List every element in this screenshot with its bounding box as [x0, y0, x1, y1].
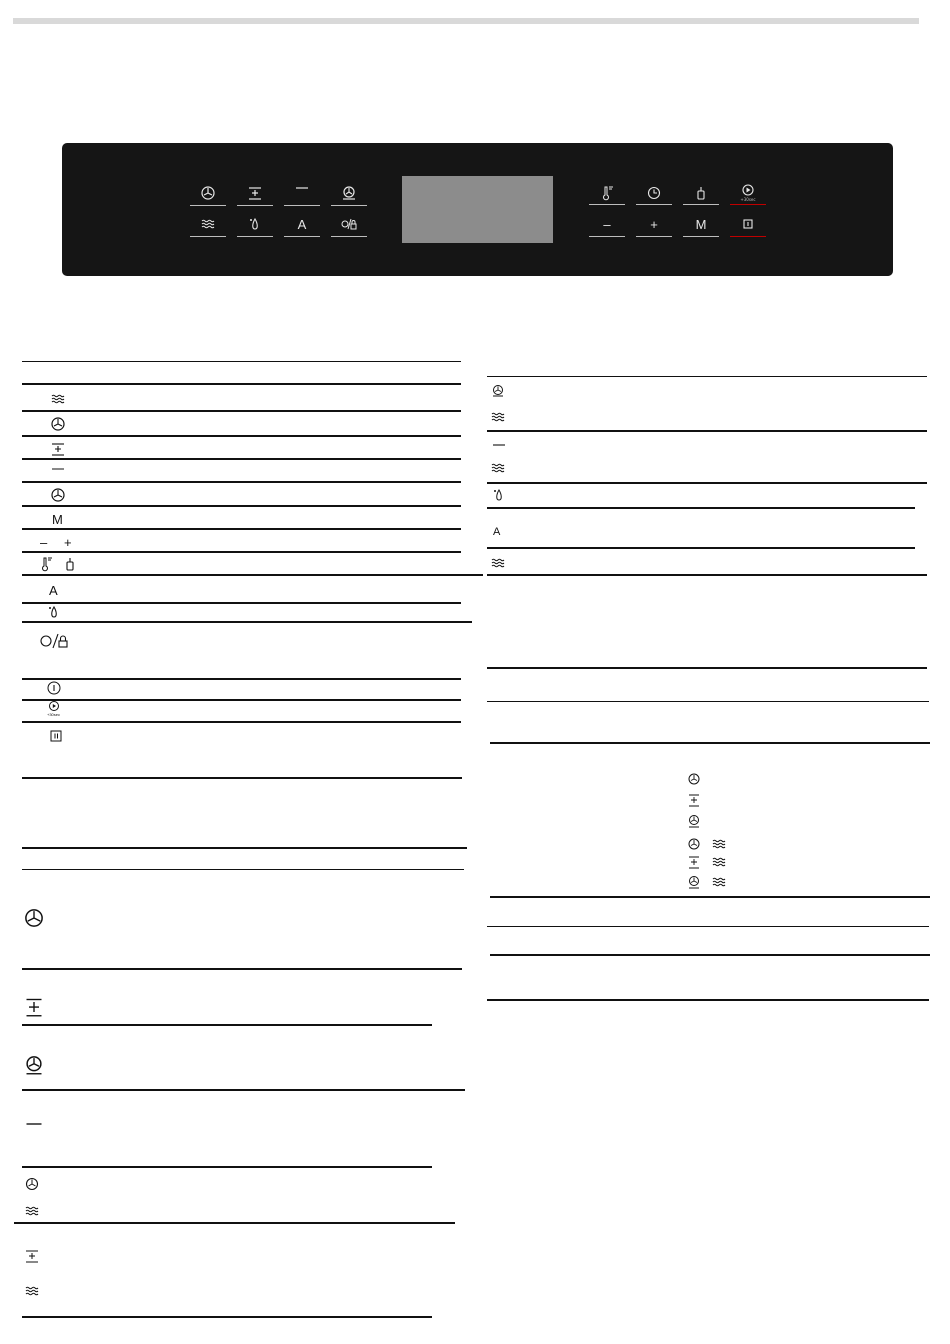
quick-start-button[interactable]	[730, 179, 766, 203]
mode-row	[490, 555, 506, 571]
mode-row	[490, 460, 506, 476]
table-rule	[487, 667, 927, 669]
table-rule	[487, 701, 929, 702]
table-rule	[22, 1024, 432, 1026]
waves-icon	[24, 1203, 40, 1219]
mode-row	[490, 383, 506, 399]
key-underline	[331, 236, 367, 237]
power-icon	[739, 215, 757, 233]
key-underline	[284, 205, 320, 206]
fan-eco-icon	[340, 184, 358, 202]
table-rule	[14, 1222, 455, 1224]
table-rule	[22, 1089, 465, 1091]
waves-icon	[711, 836, 727, 852]
drop-icon	[46, 604, 62, 620]
fan-icon	[50, 416, 66, 432]
key-underline	[190, 205, 226, 206]
legend-row	[62, 556, 78, 572]
table-rule	[22, 721, 461, 723]
key-underline	[284, 236, 320, 237]
mode-row	[711, 854, 727, 870]
legend-row	[40, 633, 72, 649]
legend-row	[46, 604, 62, 620]
mode-row	[490, 409, 506, 425]
table-rule	[22, 481, 461, 483]
table-rule	[490, 954, 930, 956]
table-rule	[487, 376, 927, 377]
fan-icon	[24, 908, 44, 928]
plus-label: +	[650, 216, 658, 232]
mode-row	[711, 836, 727, 852]
menu-button[interactable]	[683, 212, 719, 236]
temperature-button[interactable]	[589, 181, 625, 205]
mode-row	[24, 1114, 44, 1134]
top-heat-icon	[293, 184, 311, 202]
table-rule	[22, 621, 472, 623]
bottom-heat-grill-button[interactable]	[190, 212, 226, 236]
key-underline	[589, 204, 625, 205]
legend-row	[38, 556, 54, 572]
key-underline	[331, 205, 367, 206]
fan-eco-icon	[490, 383, 506, 399]
power-button[interactable]	[730, 212, 766, 236]
table-rule	[22, 383, 461, 385]
key-underline	[636, 236, 672, 237]
auto-label: A	[297, 216, 307, 232]
auto-legend-label: A	[49, 583, 58, 598]
table-rule	[22, 361, 461, 362]
mode-row	[24, 1203, 40, 1219]
table-rule	[487, 574, 927, 576]
eco-hot-air-button[interactable]	[331, 181, 367, 205]
top-heat-icon	[50, 462, 66, 478]
waves-icon	[711, 874, 727, 890]
mode-row	[24, 1283, 40, 1299]
legend-row	[50, 487, 66, 503]
table-rule	[22, 435, 461, 437]
oven-display	[402, 176, 553, 243]
fan-icon	[686, 771, 702, 787]
menu-legend-label: M	[52, 512, 63, 527]
drop-icon	[246, 215, 264, 233]
power-icon	[46, 680, 62, 696]
probe-icon	[62, 556, 78, 572]
key-underline	[237, 205, 273, 206]
defrost-button[interactable]	[237, 212, 273, 236]
table-rule	[22, 410, 461, 412]
waves-icon	[24, 1283, 40, 1299]
table-rule	[22, 1166, 432, 1168]
fan-eco-icon	[24, 1055, 44, 1075]
fan-icon	[686, 836, 702, 852]
auto-mode-label: A	[493, 526, 501, 538]
mode-row	[711, 874, 727, 890]
plus-legend-label: +	[64, 535, 72, 550]
fan-heat-icon	[686, 792, 702, 808]
key-underline	[237, 236, 273, 237]
mode-row	[24, 908, 44, 928]
top-heat-icon	[491, 437, 507, 453]
key-underline	[683, 236, 719, 237]
minus-button[interactable]	[589, 212, 625, 236]
mode-row	[686, 854, 702, 870]
waves-icon	[199, 215, 217, 233]
key-underline	[683, 204, 719, 205]
minus-legend-label: –	[40, 535, 48, 550]
minus-label: –	[603, 216, 611, 232]
fan-heat-icon	[24, 997, 44, 1017]
legend-row	[48, 728, 64, 744]
legend-row	[50, 441, 66, 457]
fan-icon	[199, 184, 217, 202]
fan-heat-icon	[686, 854, 702, 870]
clock-icon	[645, 184, 663, 202]
table-rule	[22, 602, 461, 604]
pause-icon	[48, 728, 64, 744]
table-rule	[22, 678, 461, 680]
thermometer-icon	[38, 556, 54, 572]
table-rule	[487, 926, 929, 927]
table-rule	[22, 699, 461, 701]
mode-row	[686, 771, 702, 787]
drop-icon	[490, 487, 506, 503]
table-rule	[22, 551, 461, 553]
table-rule	[22, 528, 461, 530]
mode-row	[490, 487, 506, 503]
mode-row	[686, 813, 702, 829]
table-rule	[487, 482, 927, 484]
table-rule	[490, 742, 930, 744]
top-heat-icon	[24, 1114, 44, 1134]
light-lock-icon	[340, 215, 358, 233]
key-underline-red	[730, 236, 766, 237]
mode-row	[686, 874, 702, 890]
table-rule	[487, 507, 915, 509]
probe-icon	[692, 184, 710, 202]
fan-heat-icon	[24, 1248, 40, 1264]
legend-row	[50, 416, 66, 432]
mode-row	[24, 997, 44, 1017]
quick-start-legend-sub: +30sec	[47, 712, 61, 717]
plus-button[interactable]	[636, 212, 672, 236]
key-underline-red	[730, 204, 766, 205]
top-heat-button[interactable]	[284, 181, 320, 205]
waves-icon	[490, 460, 506, 476]
fan-eco-icon	[686, 874, 702, 890]
key-underline	[190, 236, 226, 237]
table-rule	[22, 505, 461, 507]
waves-icon	[490, 409, 506, 425]
table-rule	[487, 430, 927, 432]
thermometer-icon	[598, 184, 616, 202]
table-rule	[487, 999, 929, 1001]
legend-row	[46, 680, 62, 696]
top-bottom-heat-button[interactable]	[237, 181, 273, 205]
legend-row	[50, 462, 66, 478]
quick-start-sub-label: +30sec	[740, 197, 756, 202]
fan-icon	[24, 1176, 40, 1192]
mode-row	[491, 437, 507, 453]
waves-icon	[711, 854, 727, 870]
table-rule	[22, 458, 461, 460]
light-lock-icon	[40, 633, 72, 649]
table-rule	[490, 896, 930, 898]
mode-row	[24, 1055, 44, 1075]
table-rule	[22, 777, 462, 779]
light-lock-button[interactable]	[331, 212, 367, 236]
mode-row	[24, 1176, 40, 1192]
core-probe-button[interactable]	[683, 181, 719, 205]
table-rule	[22, 968, 462, 970]
key-underline	[589, 236, 625, 237]
mode-row	[686, 792, 702, 808]
legend-row	[50, 391, 66, 407]
waves-icon	[490, 555, 506, 571]
fan-eco-icon	[686, 813, 702, 829]
hot-air-button[interactable]	[190, 181, 226, 205]
table-rule	[22, 869, 464, 870]
auto-program-button[interactable]	[284, 212, 320, 236]
mode-row	[686, 836, 702, 852]
fan-eco-icon	[50, 487, 66, 503]
timer-button[interactable]	[636, 181, 672, 205]
key-underline	[636, 204, 672, 205]
mode-row	[24, 1248, 40, 1264]
fan-heat-icon	[50, 441, 66, 457]
menu-label: M	[695, 216, 707, 232]
table-rule	[22, 1316, 432, 1318]
waves-icon	[50, 391, 66, 407]
table-rule	[22, 847, 467, 849]
page-top-rule	[13, 18, 919, 24]
table-rule	[22, 574, 483, 576]
fan-heat-icon	[246, 184, 264, 202]
table-rule	[487, 547, 915, 549]
